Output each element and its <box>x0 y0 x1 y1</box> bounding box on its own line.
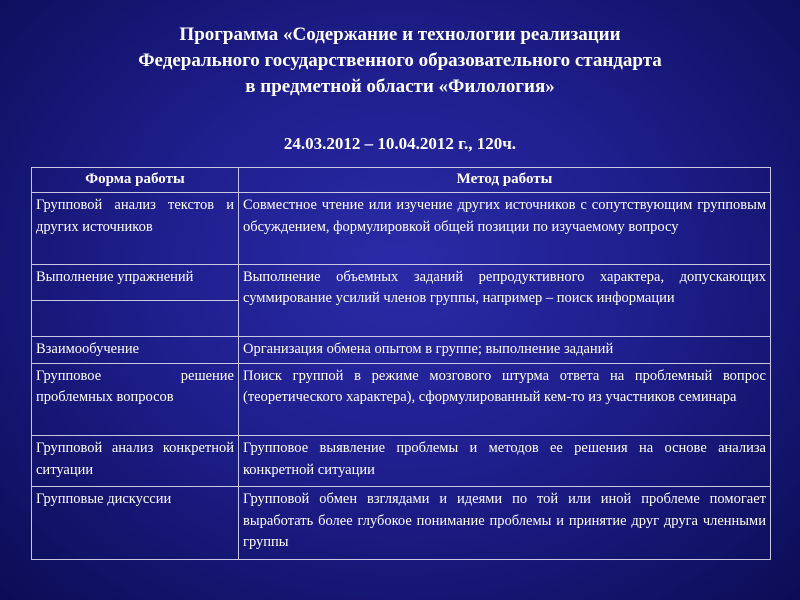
table-row <box>32 436 771 487</box>
form-cell: Выполнение упражнений <box>32 264 239 300</box>
title-line-3: в предметной области «Филология» <box>245 76 555 97</box>
methods-table <box>31 167 771 560</box>
header-method: Метод работы <box>239 168 771 193</box>
table-row <box>32 264 771 300</box>
table-row <box>32 193 771 265</box>
form-cell: Групповое решение проблемных вопросов <box>32 363 239 436</box>
table-row <box>32 363 771 436</box>
title-line-2: Федерального государственного образовательного стандарта <box>138 50 662 71</box>
method-cell: Групповой обмен взглядами и идеями по той или иной проблеме помогает выработать более глубокое понимание проблемы и принятие друг друга членными группы <box>239 487 771 560</box>
method-cell: Групповое выявление проблемы и методов ее решения на основе анализа конкретной ситуации <box>239 436 771 487</box>
method-cell: Выполнение объемных заданий репродуктивного характера, допускающих суммирование усилий членов группы, например – поиск информации <box>239 264 771 336</box>
form-cell: Групповой анализ конкретной ситуации <box>32 436 239 487</box>
form-cell: Групповые дискуссии <box>32 487 239 560</box>
table-row <box>32 336 771 363</box>
form-cell: Групповой анализ текстов и других источников <box>32 193 239 265</box>
form-cell-empty <box>32 301 239 336</box>
method-cell: Организация обмена опытом в группе; выполнение заданий <box>239 336 771 363</box>
title-block <box>0 22 800 100</box>
method-cell: Совместное чтение или изучение других источников с сопутствующим групповым обсуждением, формулировкой общей позиции по изучаемому вопросу <box>239 193 771 265</box>
program-period: 24.03.2012 – 10.04.2012 г., 120ч. <box>283 134 517 153</box>
header-form: Форма работы <box>32 168 239 193</box>
form-cell: Взаимообучение <box>32 336 239 363</box>
table-header-row <box>32 168 771 193</box>
method-cell: Поиск группой в режиме мозгового штурма ответа на проблемный вопрос (теоретического характера), сформулированный кем-то из участников семинара <box>239 363 771 436</box>
table-row <box>32 487 771 560</box>
title-line-1: Программа «Содержание и технологии реализации <box>179 24 621 45</box>
